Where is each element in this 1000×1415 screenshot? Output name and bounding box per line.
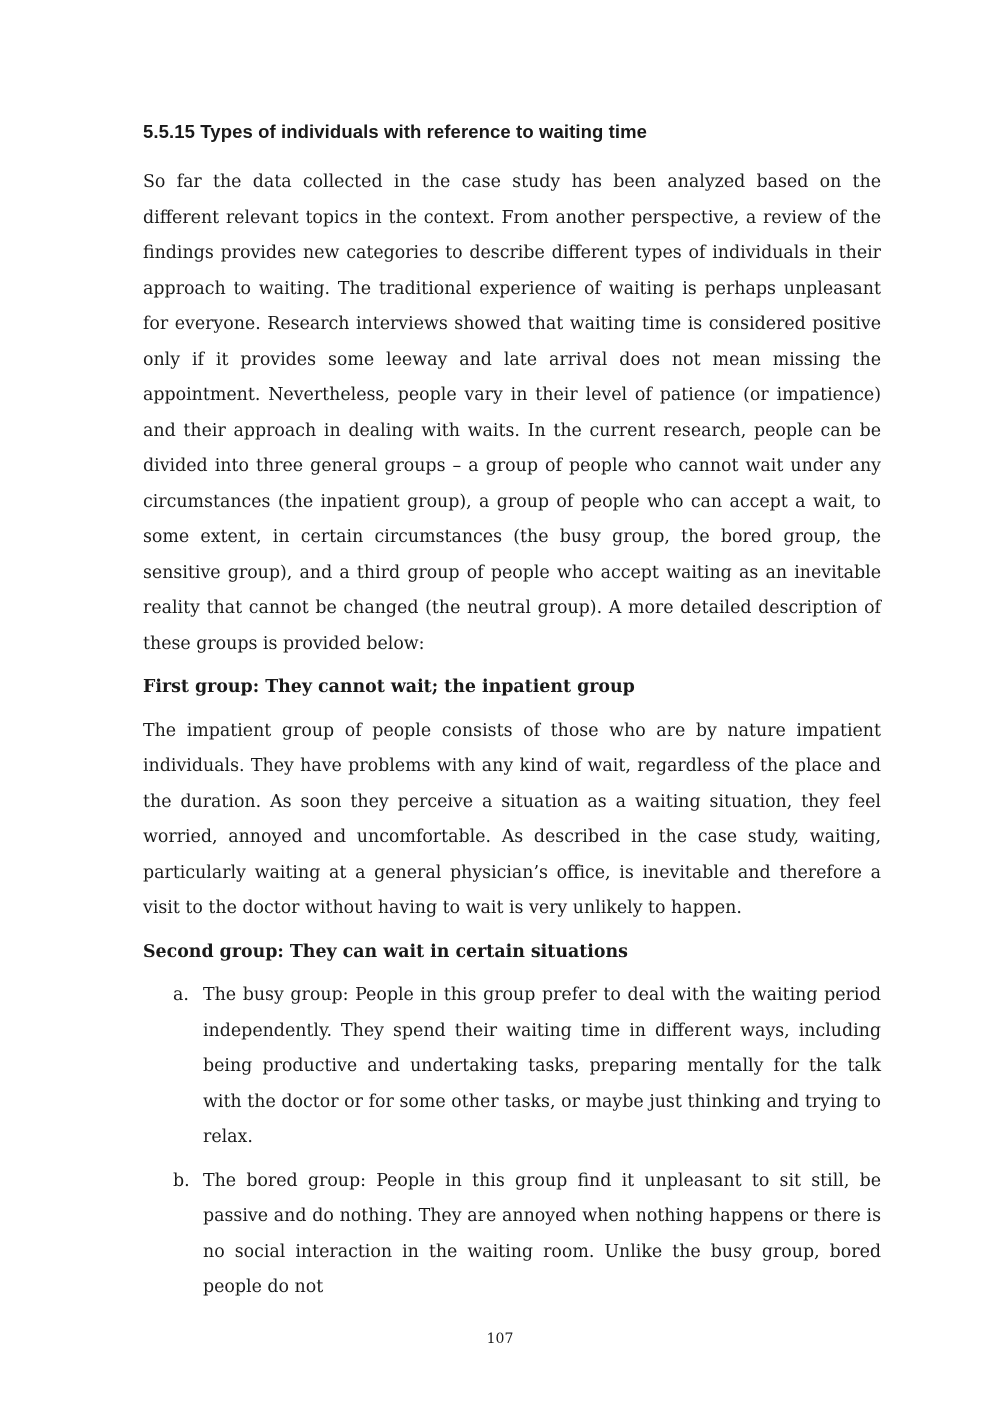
intro-paragraph: So far the data collected in the case study has been analyzed based on the different relevant topics in the context. From another perspective, a review of the findings provides new categories to describe different types of individuals in their approach to waiting. The traditional experience of waiting is perhaps unpleasant for everyone. Research interviews showed that waiting time is considered positive only if it provides some leeway and late arrival does not mean missing the appointment. Nevertheless, people vary in their level of patience (or impatience) and their approach in dealing with waits. In the current research, people can be divided into three general groups – a group of people who cannot wait under any circumstances (the inpatient group), a group of people who can accept a wait, to some extent, in certain circumstances (the busy group, the bored group, the sensitive group), and a third group of people who accept waiting as an inevitable reality that cannot be changed (the neutral group). A more detailed description of these groups is provided below: xyxy=(143,172,881,654)
first-group-heading: First group: They cannot wait; the inpatient group xyxy=(143,677,635,697)
page-number: 107 xyxy=(486,1331,514,1347)
section-heading: 5.5.15 Types of individuals with reference to waiting time xyxy=(143,121,648,142)
list-marker: b. xyxy=(173,1170,190,1191)
second-group-list xyxy=(143,978,881,1306)
list-item-text: The busy group: People in this group prefer to deal with the waiting period independently. They spend their waiting time in different ways, including being productive and undertaking tasks, preparing mentally for the talk with the doctor or for some other tasks, or maybe just thinking and trying to relax. xyxy=(203,985,881,1147)
list-item-bored-group xyxy=(143,1164,881,1306)
list-item-text: The bored group: People in this group find it unpleasant to sit still, be passive and do nothing. They are annoyed when nothing happens or there is no social interaction in the waiting room. Unlike the busy group, bored people do not xyxy=(203,1170,881,1297)
list-item-busy-group xyxy=(143,978,881,1156)
first-group-paragraph: The impatient group of people consists of those who are by nature impatient individuals. They have problems with any kind of wait, regardless of the place and the duration. As soon they perceive a situation as a waiting situation, they feel worried, annoyed and uncomfortable. As described in the case study, waiting, particularly waiting at a general physician’s office, is inevitable and therefore a visit to the doctor without having to wait is very unlikely to happen. xyxy=(143,720,881,918)
second-group-heading: Second group: They can wait in certain situations xyxy=(143,941,628,962)
list-marker: a. xyxy=(173,985,189,1005)
page-content xyxy=(143,117,881,1314)
